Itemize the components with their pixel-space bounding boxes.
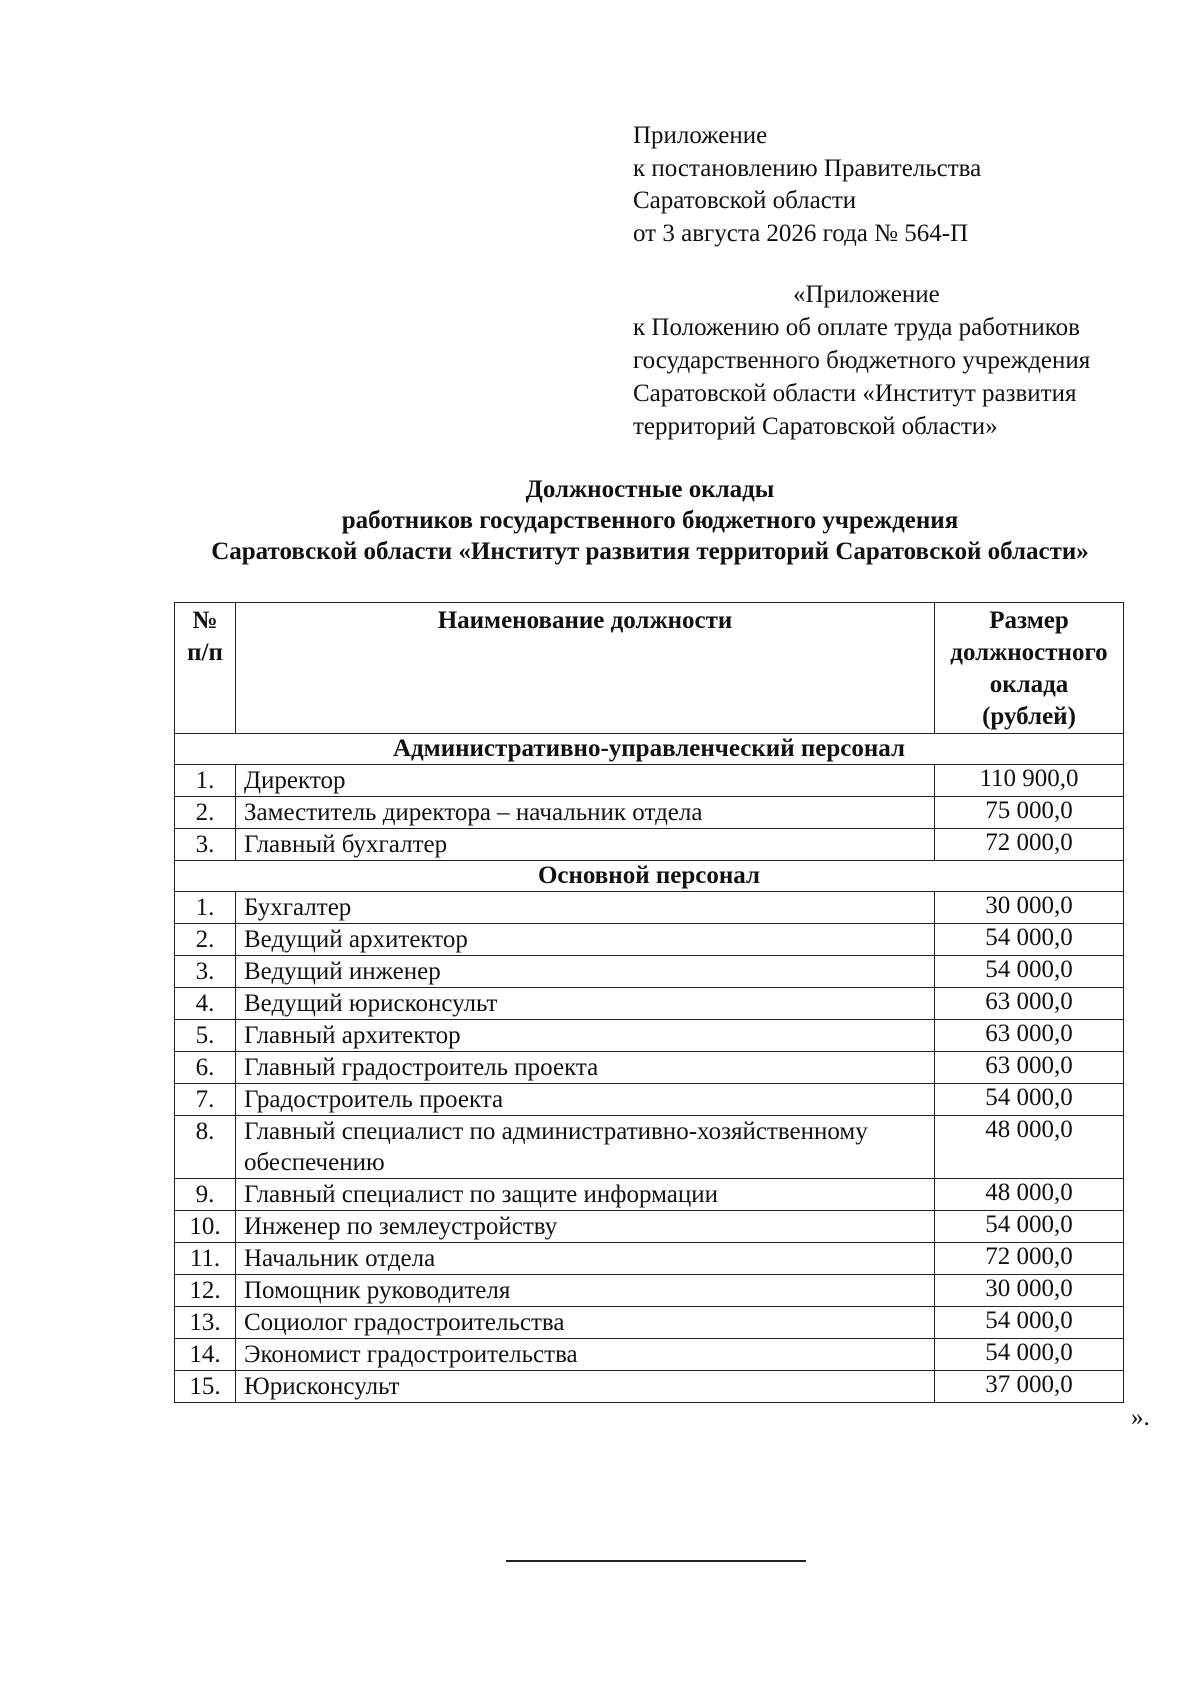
salary-value: 30 000,0: [935, 1275, 1124, 1307]
table-row: [175, 1084, 1124, 1116]
quoted-header-line: территорий Саратовской области»: [633, 413, 998, 440]
row-number: 4.: [175, 988, 236, 1020]
section-row: [175, 861, 1124, 892]
appendix-header-line: Саратовской области: [633, 187, 857, 214]
quoted-appendix-header: [633, 278, 1173, 443]
salary-value: 54 000,0: [935, 1339, 1124, 1371]
row-number: 7.: [175, 1084, 236, 1116]
salary-value: 110 900,0: [935, 765, 1124, 797]
salary-value: 37 000,0: [935, 1371, 1124, 1403]
table-row: [175, 1116, 1124, 1179]
position-name: Главный специалист по административно-хозяйственному обеспечению: [236, 1116, 935, 1179]
position-name: Инженер по землеустройству: [236, 1211, 935, 1243]
table-row: [175, 1275, 1124, 1307]
table-row: [175, 892, 1124, 924]
section-row: [175, 734, 1124, 765]
salary-table: [174, 602, 1124, 1403]
salary-value: 75 000,0: [935, 797, 1124, 829]
position-name: Главный архитектор: [236, 1020, 935, 1052]
table-row: [175, 956, 1124, 988]
row-number: 9.: [175, 1179, 236, 1211]
table-row: [175, 1371, 1124, 1403]
column-header-salary: Размер должностного оклада (рублей): [935, 603, 1124, 734]
position-name: Ведущий инженер: [236, 956, 935, 988]
row-number: 2.: [175, 924, 236, 956]
appendix-header: [633, 120, 1153, 250]
appendix-header-line: от 3 августа 2026 года № 564-П: [633, 219, 969, 247]
row-number: 3.: [175, 829, 236, 861]
section-title: Основной персонал: [175, 861, 1124, 892]
salary-value: 30 000,0: [935, 892, 1124, 924]
table-row: [175, 797, 1124, 829]
appendix-header-line: к постановлению Правительства: [633, 154, 982, 182]
row-number: 6.: [175, 1052, 236, 1084]
salary-value: 72 000,0: [935, 1243, 1124, 1275]
quoted-header-line: к Положению об оплате труда работников: [633, 314, 1080, 341]
position-name: Начальник отдела: [236, 1243, 935, 1275]
table-row: [175, 1020, 1124, 1052]
title-line: Должностные оклады: [525, 476, 775, 503]
position-name: Ведущий юрисконсульт: [236, 988, 935, 1020]
position-name: Юрисконсульт: [236, 1371, 935, 1403]
position-name: Помощник руководителя: [236, 1275, 935, 1307]
table-row: [175, 1339, 1124, 1371]
quoted-header-line: государственного бюджетного учреждения: [633, 347, 1091, 374]
quoted-header-line: Саратовской области «Институт развития: [633, 380, 1077, 407]
position-name: Главный специалист по защите информации: [236, 1179, 935, 1211]
column-header-position: Наименование должности: [236, 603, 935, 734]
row-number: 5.: [175, 1020, 236, 1052]
position-name: Директор: [236, 765, 935, 797]
position-name: Экономист градостроительства: [236, 1339, 935, 1371]
row-number: 11.: [175, 1243, 236, 1275]
row-number: 12.: [175, 1275, 236, 1307]
salary-value: 48 000,0: [935, 1116, 1124, 1179]
salary-value: 54 000,0: [935, 1211, 1124, 1243]
salary-value: 72 000,0: [935, 829, 1124, 861]
document-title: [150, 474, 1150, 567]
section-title: Административно-управленческий персонал: [175, 734, 1124, 765]
position-name: Градостроитель проекта: [236, 1084, 935, 1116]
column-header-number: № п/п: [175, 603, 236, 734]
row-number: 8.: [175, 1116, 236, 1179]
appendix-header-line: Приложение: [633, 122, 768, 149]
position-name: Ведущий архитектор: [236, 924, 935, 956]
salary-value: 63 000,0: [935, 1020, 1124, 1052]
table-row: [175, 765, 1124, 797]
row-number: 15.: [175, 1371, 236, 1403]
table-row: [175, 1243, 1124, 1275]
salary-value: 54 000,0: [935, 1084, 1124, 1116]
row-number: 2.: [175, 797, 236, 829]
table-row: [175, 1179, 1124, 1211]
row-number: 1.: [175, 765, 236, 797]
footer-divider: [506, 1560, 806, 1562]
table-row: [175, 924, 1124, 956]
quoted-header-line: «Приложение: [793, 281, 940, 308]
title-line: Саратовской области «Институт развития территорий Саратовской области»: [211, 538, 1089, 565]
title-line: работников государственного бюджетного учреждения: [341, 507, 959, 534]
table-row: [175, 1307, 1124, 1339]
table-row: [175, 1211, 1124, 1243]
table-row: [175, 829, 1124, 861]
row-number: 3.: [175, 956, 236, 988]
table-row: [175, 988, 1124, 1020]
row-number: 10.: [175, 1211, 236, 1243]
position-name: Бухгалтер: [236, 892, 935, 924]
salary-value: 54 000,0: [935, 1307, 1124, 1339]
position-name: Главный градостроитель проекта: [236, 1052, 935, 1084]
salary-value: 63 000,0: [935, 988, 1124, 1020]
table-header-row: [175, 603, 1124, 734]
table-body: [175, 734, 1124, 1403]
row-number: 13.: [175, 1307, 236, 1339]
row-number: 14.: [175, 1339, 236, 1371]
salary-value: 54 000,0: [935, 924, 1124, 956]
salary-value: 63 000,0: [935, 1052, 1124, 1084]
table-row: [175, 1052, 1124, 1084]
position-name: Заместитель директора – начальник отдела: [236, 797, 935, 829]
closing-quote: ».: [1131, 1404, 1150, 1431]
salary-value: 54 000,0: [935, 956, 1124, 988]
position-name: Социолог градостроительства: [236, 1307, 935, 1339]
position-name: Главный бухгалтер: [236, 829, 935, 861]
salary-value: 48 000,0: [935, 1179, 1124, 1211]
row-number: 1.: [175, 892, 236, 924]
